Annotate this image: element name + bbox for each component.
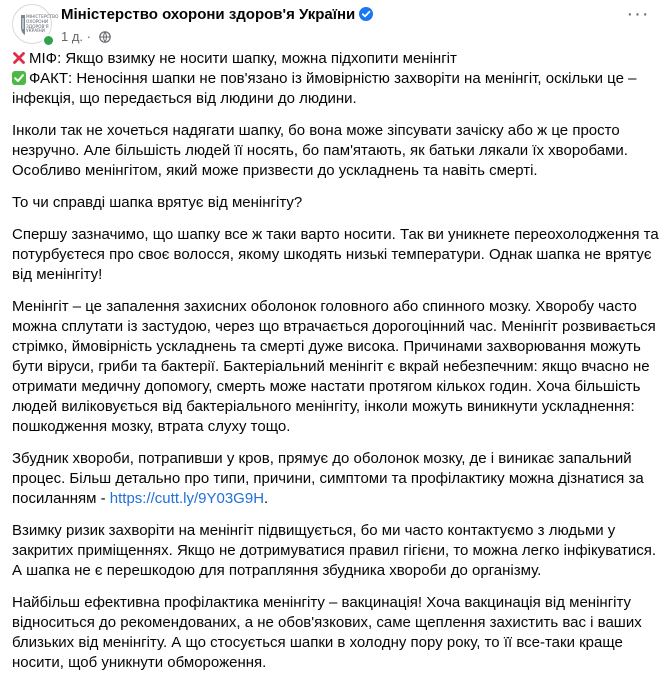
globe-icon[interactable] bbox=[99, 31, 111, 43]
check-mark-icon bbox=[12, 71, 26, 85]
paragraph-7: Найбільш ефективна профілактика менінгіту – вакцинація! Хоча вакцинація від менінгіту відноситься до рекомендованих, а не обов'язкових, саме щеплення захистить вас і ваших близьких від менінгіту. А що стосується шапки в холодну пору року, то її все-таки краще носити, щоб уникнути обмороження. bbox=[12, 594, 642, 671]
paragraph-1: Інколи так не хочеться надягати шапку, бо вона може зіпсувати зачіску або ж це просто незручно. Але більшість людей її носять, бо пам'ятають, як батьки лякали їх хворобами. Особливо менінгітом, який може призвести до ускладнень та навіть смерті. bbox=[12, 122, 628, 179]
paragraph-5: Збудник хвороби, потрапивши у кров, прямує до оболонок мозку, де і виникає запальний процес. Більш детально про типи, причини, симптоми та профілактику можна дізнатися за посиланням - https://cutt.ly/9Y03G9H. bbox=[12, 450, 644, 507]
online-status-dot bbox=[42, 34, 55, 47]
paragraph-4: Менінгіт – це запалення захисних оболонок головного або спинного мозку. Хворобу часто можна сплутати із застудою, через що втрачається дорогоцінний час. Менінгіт розвивається стрімко, ймовірність ускладнень та смерті дуже висока. Причинами захворювання можуть бути віруси, гриби та бактерії. Бактеріальний менінгіт є вкрай небезпечним: якщо вчасно не отримати медичну допомогу, смерть може настати протягом кількох годин. Хоча більшість людей виліковується від бактеріального менінгіту, інколи можуть виникнути ускладнення: пошкодження мозку, втрата слуху тощо. bbox=[12, 298, 656, 435]
page-name-line bbox=[61, 6, 373, 23]
paragraph-3: Спершу зазначимо, що шапку все ж таки варто носити. Так ви уникнете переохолодження та потурбуєтеся про своє волосся, якому шкодять низькі температури. Однак шапка не врятує від менінгіту! bbox=[12, 226, 659, 283]
cutt-ly-link[interactable]: https://cutt.ly/9Y03G9H bbox=[109, 490, 265, 507]
more-options-button[interactable]: ··· bbox=[626, 3, 650, 25]
myth-line: МІФ: Якщо взимку не носити шапку, можна підхопити менінгіт bbox=[12, 50, 457, 67]
paragraph-2: То чи справді шапка врятує від менінгіту? bbox=[12, 194, 303, 211]
verified-badge-icon bbox=[359, 7, 373, 21]
post-header bbox=[12, 4, 654, 48]
paragraph-6: Взимку ризик захворіти на менінгіт підвищується, бо ми часто контактуємо з людьми у закритих приміщеннях. Якщо не дотримуватися правил гігієни, то можна легко інфікуватися. А шапка не є перешкодою для потрапляння збудника хвороби до організму. bbox=[12, 522, 657, 579]
fact-line: ФАКТ: Неносіння шапки не пов'язано із ймовірністю захворіти на менінгіт, оскільки це – інфекція, що передається від людини до людини. bbox=[12, 70, 637, 107]
cross-mark-icon bbox=[12, 51, 26, 65]
post-body bbox=[12, 49, 660, 685]
avatar-logo-text: МІНІСТЕРСТВО ОХОРОНИ ЗДОРОВ'Я УКРАЇНИ bbox=[26, 15, 59, 35]
page-name-link[interactable]: Міністерство охорони здоров'я України bbox=[61, 6, 356, 23]
post-meta: 1 д. · bbox=[61, 29, 111, 44]
post-timestamp[interactable]: 1 д. bbox=[61, 29, 84, 44]
